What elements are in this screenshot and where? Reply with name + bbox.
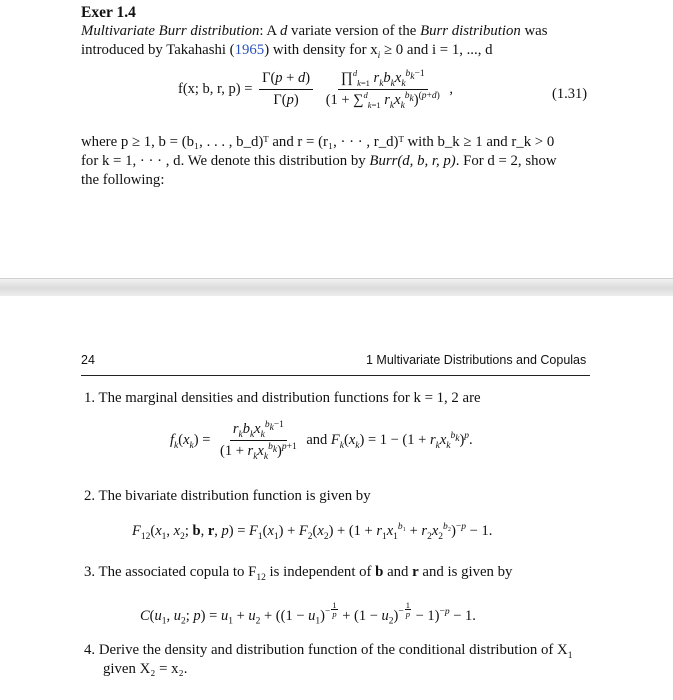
list-item-4: 4. Derive the density and distribution function of the conditional distribution of $X_1$ given X₂ = x₂. [84, 642, 573, 677]
equation-copula: $C(u_1$, $u_2$; $p) = u_1 + u_2 + ((1 - u_1)^{- \frac{1}{p}}$ + $(1 - u_2)^{- \frac{1}{p}}$ − 1)$^{-p}$ − 1. [140, 600, 476, 627]
citation-link[interactable]: 1965 [234, 42, 265, 58]
page-number: 24 [81, 353, 95, 367]
header-rule [81, 375, 590, 376]
exercise-intro: Multivariate Burr distribution: A d variate version of the Burr distribution was introduced by Takahashi (1965) with density for $x_i \ge 0$ and i = 1, ..., d [81, 23, 548, 61]
equation-marginals: $f_k(x_k)$ = $\frac{r_kb_kx_k^{b_k-1}}{(1 + r_kx_k^{b_k})^{p+1}}$ and $F_k(x_k) = 1 - (1 + r_kx_k^{b_k})^p$. [170, 420, 473, 462]
exercise-page [0, 0, 673, 278]
list-item-3: 3. The associated copula to $F_{12}$ is independent of b and r and is given by [84, 564, 513, 583]
list-item-2: 2. The bivariate distribution function is given by [84, 488, 371, 504]
list-item-1: 1. The marginal densities and distribution functions for k = 1, 2 are [84, 390, 481, 406]
equation-lhs: f(x; b, r, p) = [178, 80, 253, 97]
page-separator [0, 278, 673, 298]
intro-term: Multivariate Burr distribution [81, 23, 260, 39]
equation-bivariate: $F_{12}(x_1$, $x_2$; b, r, $p) = F_1(x_1) + F_2(x_2) + (1 + r_1x_1^{b_1} + r_2x_2^{b_2})^{-p} - 1$. [132, 522, 493, 542]
equation-number: (1.31) [552, 86, 588, 102]
exercise-title: Exer 1.4 [81, 4, 136, 21]
chapter-header: 1 Multivariate Distributions and Copulas [366, 353, 587, 367]
equation-1-31: f(x; b, r, p) = $\frac{\Gamma(p + d)}{\Gamma(p)}$ $\frac{\prod^d_{k=1} r_kb_kx_k^{b_k-1}}{(1 + \sum^d_{k=1} r_kx_k^{b_k})^{(p+d)}}$ , [178, 68, 454, 111]
exercise-where-text: where p ≥ 1, b = (b₁, . . . , b_d)ᵀ and r = (r₁, · · · , r_d)ᵀ with b_k ≥ 1 and r_k > 0 for k = 1, · · · , d. We denote this distribution by Burr(d, b, r, p). For d = 2, show the following: [81, 134, 557, 188]
